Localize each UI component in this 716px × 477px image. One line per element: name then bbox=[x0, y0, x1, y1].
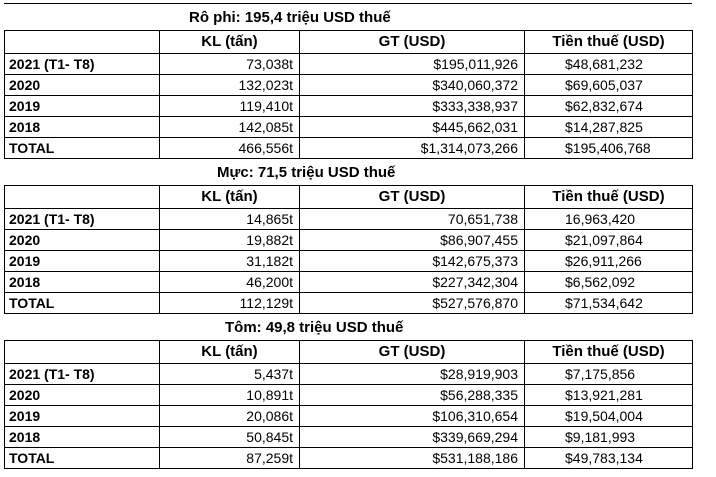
section-squid bbox=[4, 159, 692, 314]
table-row bbox=[5, 209, 693, 230]
cell-gt: $142,675,373 bbox=[300, 251, 525, 272]
cell-kl: 50,845t bbox=[160, 427, 300, 448]
total-row bbox=[5, 448, 693, 469]
cell-tax: $9,181,993 bbox=[525, 427, 693, 448]
total-row bbox=[5, 293, 693, 314]
header-kl: KL (tấn) bbox=[160, 31, 300, 54]
header-tax: Tiền thuế (USD) bbox=[525, 341, 693, 364]
cell-kl: 132,023t bbox=[160, 75, 300, 96]
cell-kl: 46,200t bbox=[160, 272, 300, 293]
cell-kl: 119,410t bbox=[160, 96, 300, 117]
table-row bbox=[5, 427, 693, 448]
cell-gt: $195,011,926 bbox=[300, 54, 525, 75]
header-blank bbox=[5, 31, 160, 54]
cell-gt: $227,342,304 bbox=[300, 272, 525, 293]
header-gt: GT (USD) bbox=[300, 341, 525, 364]
cell-tax: $6,562,092 bbox=[525, 272, 693, 293]
row-label: 2020 bbox=[5, 230, 160, 251]
cell-gt: $339,669,294 bbox=[300, 427, 525, 448]
row-label: 2021 (T1- T8) bbox=[5, 364, 160, 385]
cell-tax: $49,783,134 bbox=[525, 448, 693, 469]
cell-tax: $13,921,281 bbox=[525, 385, 693, 406]
cell-gt: $333,338,937 bbox=[300, 96, 525, 117]
table-row bbox=[5, 117, 693, 138]
cell-tax: $48,681,232 bbox=[525, 54, 693, 75]
data-table bbox=[4, 30, 693, 159]
table-row bbox=[5, 54, 693, 75]
cell-gt: $531,188,186 bbox=[300, 448, 525, 469]
row-label: 2019 bbox=[5, 251, 160, 272]
cell-kl: 73,038t bbox=[160, 54, 300, 75]
cell-kl: 5,437t bbox=[160, 364, 300, 385]
cell-kl: 31,182t bbox=[160, 251, 300, 272]
table-row bbox=[5, 230, 693, 251]
header-row bbox=[5, 186, 693, 209]
table-row bbox=[5, 364, 693, 385]
table-row bbox=[5, 406, 693, 427]
table-row bbox=[5, 385, 693, 406]
cell-tax: $62,832,674 bbox=[525, 96, 693, 117]
cell-gt: $28,919,903 bbox=[300, 364, 525, 385]
cell-gt: $527,576,870 bbox=[300, 293, 525, 314]
table-row bbox=[5, 272, 693, 293]
cell-gt: $340,060,372 bbox=[300, 75, 525, 96]
section-shrimp bbox=[4, 314, 692, 469]
cell-kl: 19,882t bbox=[160, 230, 300, 251]
cell-gt: $445,662,031 bbox=[300, 117, 525, 138]
row-label: 2018 bbox=[5, 117, 160, 138]
cell-tax: $7,175,856 bbox=[525, 364, 693, 385]
cell-kl: 20,086t bbox=[160, 406, 300, 427]
header-gt: GT (USD) bbox=[300, 186, 525, 209]
row-label: 2018 bbox=[5, 272, 160, 293]
cell-tax: $14,287,825 bbox=[525, 117, 693, 138]
header-row bbox=[5, 31, 693, 54]
cell-gt: $56,288,335 bbox=[300, 385, 525, 406]
cell-tax: $71,534,642 bbox=[525, 293, 693, 314]
table-row bbox=[5, 75, 693, 96]
header-blank bbox=[5, 186, 160, 209]
header-kl: KL (tấn) bbox=[160, 341, 300, 364]
row-label: 2018 bbox=[5, 427, 160, 448]
cell-kl: 14,865t bbox=[160, 209, 300, 230]
cell-tax: $26,911,266 bbox=[525, 251, 693, 272]
section-title: Tôm: 49,8 triệu USD thuế bbox=[225, 319, 404, 336]
header-gt: GT (USD) bbox=[300, 31, 525, 54]
header-blank bbox=[5, 341, 160, 364]
section-title: Rô phi: 195,4 triệu USD thuế bbox=[189, 9, 391, 26]
header-row bbox=[5, 341, 693, 364]
header-kl: KL (tấn) bbox=[160, 186, 300, 209]
cell-tax: $21,097,864 bbox=[525, 230, 693, 251]
total-row bbox=[5, 138, 693, 159]
cell-gt: $86,907,455 bbox=[300, 230, 525, 251]
header-tax: Tiền thuế (USD) bbox=[525, 31, 693, 54]
data-table bbox=[4, 340, 693, 469]
cell-gt: $106,310,654 bbox=[300, 406, 525, 427]
row-label: TOTAL bbox=[5, 293, 160, 314]
table-row bbox=[5, 96, 693, 117]
cell-kl: 142,085t bbox=[160, 117, 300, 138]
cell-tax: 16,963,420 bbox=[525, 209, 693, 230]
row-label: TOTAL bbox=[5, 138, 160, 159]
row-label: 2020 bbox=[5, 385, 160, 406]
row-label: 2021 (T1- T8) bbox=[5, 209, 160, 230]
cell-gt: $1,314,073,266 bbox=[300, 138, 525, 159]
header-tax: Tiền thuế (USD) bbox=[525, 186, 693, 209]
cell-tax: $19,504,004 bbox=[525, 406, 693, 427]
row-label: 2019 bbox=[5, 406, 160, 427]
tariff-sheet bbox=[4, 0, 692, 469]
cell-kl: 466,556t bbox=[160, 138, 300, 159]
cell-kl: 112,129t bbox=[160, 293, 300, 314]
row-label: TOTAL bbox=[5, 448, 160, 469]
row-label: 2020 bbox=[5, 75, 160, 96]
row-label: 2021 (T1- T8) bbox=[5, 54, 160, 75]
row-label: 2019 bbox=[5, 96, 160, 117]
cell-tax: $69,605,037 bbox=[525, 75, 693, 96]
table-row bbox=[5, 251, 693, 272]
cell-kl: 87,259t bbox=[160, 448, 300, 469]
data-table bbox=[4, 185, 693, 314]
cell-tax: $195,406,768 bbox=[525, 138, 693, 159]
section-tilapia bbox=[4, 0, 692, 159]
section-title: Mực: 71,5 triệu USD thuế bbox=[217, 164, 396, 181]
cell-gt: 70,651,738 bbox=[300, 209, 525, 230]
cell-kl: 10,891t bbox=[160, 385, 300, 406]
